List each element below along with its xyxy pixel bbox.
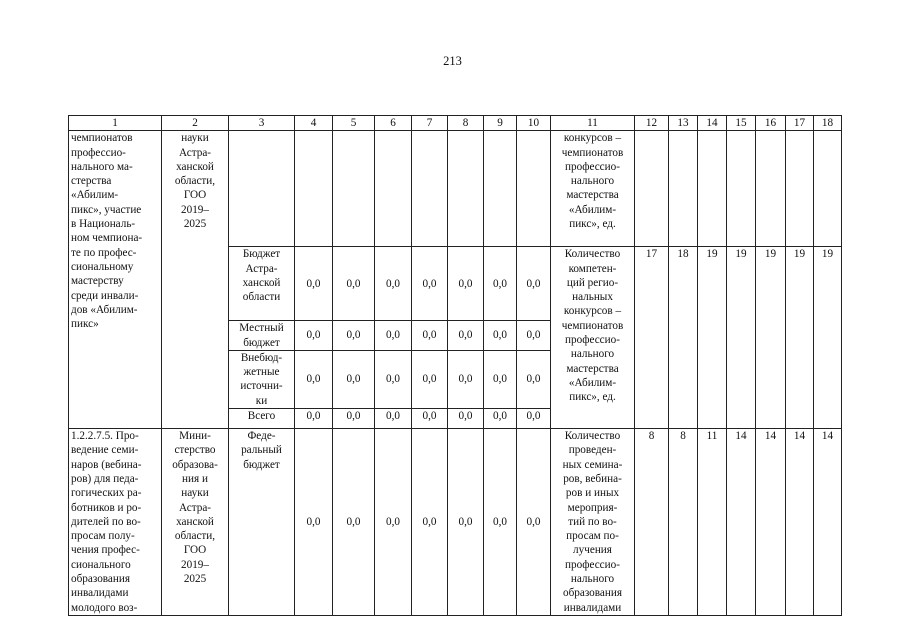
amount-cell: 0,0 bbox=[448, 350, 484, 408]
column-header-10: 10 bbox=[517, 116, 551, 131]
column-header-7: 7 bbox=[412, 116, 448, 131]
empty-cell bbox=[375, 131, 412, 247]
executor-cell-line: науки bbox=[181, 487, 209, 500]
column-header-13: 13 bbox=[669, 116, 698, 131]
funding-source-cell-line: бюджет bbox=[243, 336, 280, 349]
executor-cell-line: области, bbox=[174, 175, 216, 188]
indicator-cell-line: профессио- bbox=[565, 160, 620, 173]
page-number: 213 bbox=[443, 54, 462, 68]
amount-cell: 0,0 bbox=[484, 350, 517, 408]
header-row bbox=[69, 116, 842, 131]
funding-source-cell-line: ханской bbox=[242, 276, 281, 289]
empty-cell bbox=[756, 131, 786, 247]
amount-cell: 0,0 bbox=[517, 247, 551, 321]
amount-cell: 0,0 bbox=[333, 350, 375, 408]
amount-cell: 0,0 bbox=[333, 321, 375, 351]
funding-source-cell-line: области bbox=[242, 291, 281, 304]
activity-name-cell-line: профессио- bbox=[71, 146, 126, 159]
column-header-11: 11 bbox=[551, 116, 635, 131]
amount-cell: 0,0 bbox=[412, 429, 448, 616]
column-header-14: 14 bbox=[698, 116, 727, 131]
activity-name-cell bbox=[69, 131, 162, 429]
target-value-cell: 11 bbox=[698, 429, 727, 616]
amount-cell: 0,0 bbox=[412, 350, 448, 408]
empty-cell bbox=[333, 131, 375, 247]
indicator-cell-line: тий по во- bbox=[568, 515, 617, 528]
empty-cell bbox=[448, 131, 484, 247]
indicator-cell-line: профессио- bbox=[565, 334, 620, 347]
amount-cell: 0,0 bbox=[412, 247, 448, 321]
funding-source-cell bbox=[229, 350, 295, 408]
table-row bbox=[69, 429, 842, 616]
amount-cell: 0,0 bbox=[375, 350, 412, 408]
amount-cell: 0,0 bbox=[295, 350, 333, 408]
activity-name-cell-line: чемпионатов bbox=[71, 132, 133, 145]
indicator-cell bbox=[551, 247, 635, 429]
executor-cell bbox=[162, 429, 229, 616]
funding-source-cell-line: жетные bbox=[243, 366, 280, 379]
activity-name-cell-line: «Абилим- bbox=[71, 189, 119, 202]
funding-source-cell-line: ральный bbox=[241, 444, 282, 457]
indicator-cell bbox=[551, 131, 635, 247]
amount-cell: 0,0 bbox=[484, 321, 517, 351]
amount-cell: 0,0 bbox=[517, 321, 551, 351]
indicator-cell-line: нального bbox=[570, 175, 615, 188]
column-header-2: 2 bbox=[162, 116, 229, 131]
column-header-1: 1 bbox=[69, 116, 162, 131]
empty-cell bbox=[295, 131, 333, 247]
indicator-cell-line: инвалидами bbox=[563, 601, 622, 614]
indicator-cell bbox=[551, 429, 635, 616]
executor-cell-line: Мини- bbox=[179, 430, 211, 443]
empty-cell bbox=[727, 131, 756, 247]
activity-name-cell-line: гогических ра- bbox=[71, 487, 142, 500]
funding-source-cell-line: Астра- bbox=[245, 262, 278, 275]
amount-cell: 0,0 bbox=[295, 409, 333, 429]
funding-source-cell bbox=[229, 321, 295, 351]
empty-cell bbox=[669, 131, 698, 247]
empty-cell bbox=[635, 131, 669, 247]
indicator-cell-line: ций регио- bbox=[566, 276, 619, 289]
indicator-cell-line: ров, вебина- bbox=[563, 472, 622, 485]
column-header-15: 15 bbox=[727, 116, 756, 131]
column-header-9: 9 bbox=[484, 116, 517, 131]
funding-source-cell bbox=[229, 247, 295, 321]
funding-source-cell-line: источни- bbox=[240, 380, 283, 393]
executor-cell-line: науки bbox=[181, 132, 209, 145]
indicator-cell-line: конкурсов – bbox=[563, 132, 622, 145]
activity-name-cell-line: пикс» bbox=[71, 318, 99, 331]
indicator-cell-line: ров и иных bbox=[565, 487, 620, 500]
empty-cell bbox=[517, 131, 551, 247]
activity-name-cell-line: те по профес- bbox=[71, 246, 137, 259]
activity-name-cell-line: дов «Абилим- bbox=[71, 303, 138, 316]
target-value-cell: 8 bbox=[669, 429, 698, 616]
funding-source-cell-line: Феде- bbox=[247, 430, 276, 443]
target-value-cell: 8 bbox=[635, 429, 669, 616]
indicator-cell-line: компетен- bbox=[568, 262, 617, 275]
indicator-cell-line: образования bbox=[562, 587, 622, 600]
amount-cell: 0,0 bbox=[448, 409, 484, 429]
amount-cell: 0,0 bbox=[412, 409, 448, 429]
indicator-cell-line: Количество bbox=[564, 430, 621, 443]
activity-name-cell-line: молодого воз- bbox=[71, 601, 138, 614]
indicator-cell-line: пикс», ед. bbox=[569, 391, 616, 404]
indicator-cell-line: «Абилим- bbox=[568, 376, 617, 389]
amount-cell: 0,0 bbox=[295, 247, 333, 321]
empty-cell bbox=[229, 131, 295, 247]
funding-source-cell-line: ки bbox=[255, 394, 268, 407]
column-header-4: 4 bbox=[295, 116, 333, 131]
program-table bbox=[68, 115, 842, 616]
indicator-cell-line: мастерства bbox=[566, 189, 619, 202]
target-value-cell: 19 bbox=[698, 247, 727, 429]
activity-name-cell-line: ботников и ро- bbox=[71, 501, 142, 514]
activity-name-cell-line: среди инвали- bbox=[71, 289, 139, 302]
executor-cell-line: ния и bbox=[182, 472, 208, 485]
table-row bbox=[69, 131, 842, 247]
target-value-cell: 19 bbox=[814, 247, 842, 429]
executor-cell-line: Астра- bbox=[178, 501, 212, 514]
column-header-16: 16 bbox=[756, 116, 786, 131]
empty-cell bbox=[786, 131, 814, 247]
target-value-cell: 14 bbox=[727, 429, 756, 616]
indicator-cell-line: чемпионатов bbox=[561, 319, 624, 332]
executor-cell-line: ханской bbox=[176, 160, 214, 173]
amount-cell: 0,0 bbox=[412, 321, 448, 351]
amount-cell: 0,0 bbox=[517, 429, 551, 616]
amount-cell: 0,0 bbox=[295, 321, 333, 351]
activity-name-cell-line: стерства bbox=[71, 175, 112, 188]
activity-name-cell-line: наров (вебина- bbox=[71, 458, 142, 471]
funding-source-cell-line: бюджет bbox=[243, 458, 280, 471]
target-value-cell: 18 bbox=[669, 247, 698, 429]
indicator-cell-line: нального bbox=[570, 573, 615, 586]
funding-source-cell-line: Всего bbox=[247, 410, 276, 423]
amount-cell: 0,0 bbox=[375, 429, 412, 616]
executor-cell-line: образова- bbox=[172, 458, 218, 471]
activity-name-cell-line: образования bbox=[71, 573, 131, 586]
activity-name-cell-line: просам полу- bbox=[71, 530, 135, 543]
activity-name-cell-line: ном чемпиона- bbox=[71, 232, 143, 245]
amount-cell: 0,0 bbox=[375, 321, 412, 351]
activity-name-cell-line: дителей по во- bbox=[71, 515, 141, 528]
funding-source-cell-line: Местный bbox=[239, 322, 284, 335]
activity-name-cell-line: сионального bbox=[71, 558, 131, 571]
empty-cell bbox=[484, 131, 517, 247]
target-value-cell: 17 bbox=[635, 247, 669, 429]
empty-cell bbox=[412, 131, 448, 247]
indicator-cell-line: мероприя- bbox=[567, 501, 618, 514]
column-header-17: 17 bbox=[786, 116, 814, 131]
amount-cell: 0,0 bbox=[375, 409, 412, 429]
column-header-3: 3 bbox=[229, 116, 295, 131]
indicator-cell-line: Количество bbox=[564, 248, 621, 261]
activity-name-cell-line: чения профес- bbox=[71, 544, 140, 557]
indicator-cell-line: проведен- bbox=[568, 444, 617, 457]
indicator-cell-line: просам по- bbox=[566, 530, 619, 543]
funding-source-cell-line: Внебюд- bbox=[240, 351, 283, 364]
executor-cell-line: ханской bbox=[176, 515, 214, 528]
target-value-cell: 14 bbox=[814, 429, 842, 616]
activity-name-cell-line: инвалидами bbox=[71, 587, 129, 600]
indicator-cell-line: профессио- bbox=[565, 558, 620, 571]
amount-cell: 0,0 bbox=[295, 429, 333, 616]
executor-cell-line: 2019– bbox=[181, 203, 209, 216]
amount-cell: 0,0 bbox=[517, 350, 551, 408]
amount-cell: 0,0 bbox=[333, 247, 375, 321]
column-header-8: 8 bbox=[448, 116, 484, 131]
activity-name-cell-line: нального ма- bbox=[71, 160, 133, 173]
executor-cell-line: области, bbox=[174, 530, 216, 543]
indicator-cell-line: ных семина- bbox=[562, 458, 623, 471]
indicator-cell-line: конкурсов – bbox=[563, 305, 622, 318]
indicator-cell-line: нального bbox=[570, 348, 615, 361]
column-header-18: 18 bbox=[814, 116, 842, 131]
activity-name-cell-line: сиональному bbox=[71, 260, 134, 273]
indicator-cell-line: «Абилим- bbox=[568, 203, 617, 216]
activity-name-cell-line: 1.2.2.7.5. Про- bbox=[71, 430, 139, 443]
target-value-cell: 14 bbox=[786, 429, 814, 616]
empty-cell bbox=[698, 131, 727, 247]
indicator-cell-line: пикс», ед. bbox=[569, 218, 616, 231]
amount-cell: 0,0 bbox=[448, 247, 484, 321]
column-header-5: 5 bbox=[333, 116, 375, 131]
amount-cell: 0,0 bbox=[484, 429, 517, 616]
empty-cell bbox=[814, 131, 842, 247]
executor-cell-line: 2019– bbox=[181, 558, 209, 571]
column-header-12: 12 bbox=[635, 116, 669, 131]
indicator-cell-line: лучения bbox=[573, 544, 612, 557]
target-value-cell: 19 bbox=[727, 247, 756, 429]
funding-source-cell bbox=[229, 429, 295, 616]
executor-cell-line: ГОО bbox=[183, 544, 207, 557]
indicator-cell-line: нальных bbox=[572, 291, 613, 304]
amount-cell: 0,0 bbox=[484, 409, 517, 429]
amount-cell: 0,0 bbox=[484, 247, 517, 321]
executor-cell-line: 2025 bbox=[183, 218, 207, 231]
column-header-6: 6 bbox=[375, 116, 412, 131]
activity-name-cell-line: мастерству bbox=[71, 275, 124, 288]
funding-source-cell bbox=[229, 409, 295, 429]
activity-name-cell-line: пикс», участие bbox=[71, 203, 142, 216]
executor-cell bbox=[162, 131, 229, 429]
executor-cell-line: стерство bbox=[174, 444, 216, 457]
target-value-cell: 19 bbox=[756, 247, 786, 429]
amount-cell: 0,0 bbox=[448, 321, 484, 351]
amount-cell: 0,0 bbox=[448, 429, 484, 616]
amount-cell: 0,0 bbox=[333, 409, 375, 429]
target-value-cell: 14 bbox=[756, 429, 786, 616]
executor-cell-line: 2025 bbox=[183, 573, 207, 586]
activity-name-cell-line: ведение семи- bbox=[71, 444, 139, 457]
executor-cell-line: ГОО bbox=[183, 189, 207, 202]
amount-cell: 0,0 bbox=[333, 429, 375, 616]
amount-cell: 0,0 bbox=[517, 409, 551, 429]
funding-source-cell-line: Бюджет bbox=[242, 248, 281, 261]
indicator-cell-line: чемпионатов bbox=[561, 146, 624, 159]
target-value-cell: 19 bbox=[786, 247, 814, 429]
activity-name-cell bbox=[69, 429, 162, 616]
activity-name-cell-line: в Националь- bbox=[71, 218, 136, 231]
activity-name-cell-line: ров) для педа- bbox=[71, 472, 139, 485]
amount-cell: 0,0 bbox=[375, 247, 412, 321]
indicator-cell-line: мастерства bbox=[566, 362, 619, 375]
executor-cell-line: Астра- bbox=[178, 146, 212, 159]
